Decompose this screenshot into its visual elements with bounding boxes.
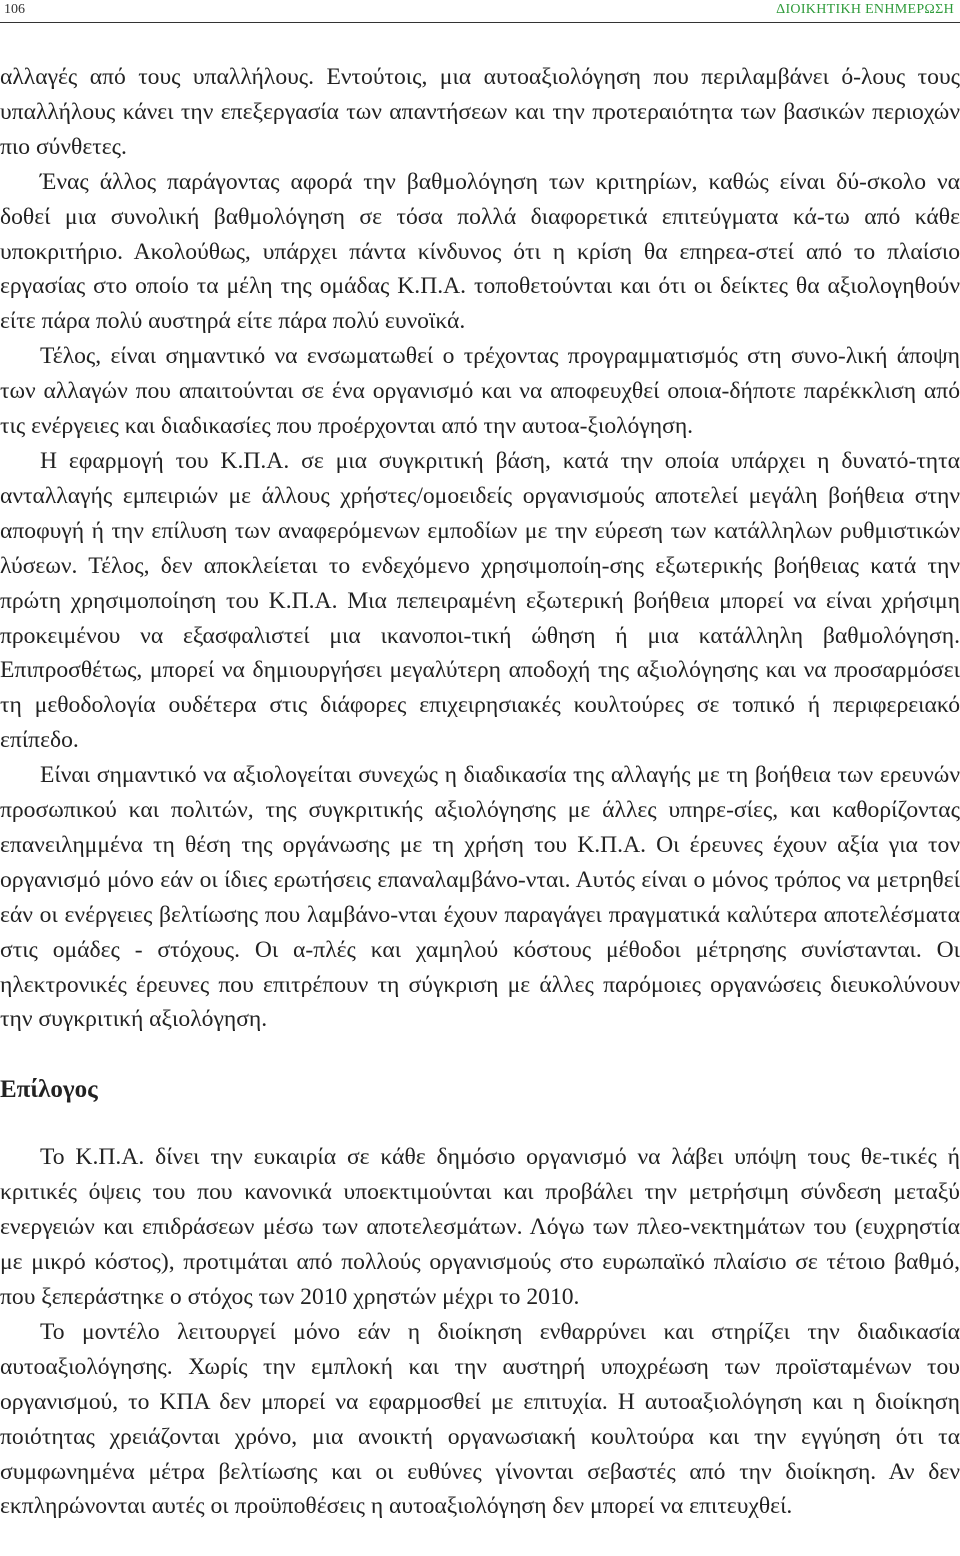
running-title: ΔΙΟΙΚΗΤΙΚΗ ΕΝΗΜΕΡΩΣΗ [776,2,954,17]
article-body [0,60,960,1524]
paragraph: Τέλος, είναι σημαντικό να ενσωματωθεί ο τρέχοντας προγραμματισμός στη συνο-λική άποψη των αλλαγών που απαιτούνται σε ένα οργανισμό και να αποφευχθεί οποια-δήποτε παρέκκλιση από τις ενέργειες και διαδικασίες που προέρχονται από την αυτοα-ξιολόγηση. [0,343,960,440]
header-rule [0,22,960,23]
paragraph: Το Κ.Π.Α. δίνει την ευκαιρία σε κάθε δημόσιο οργανισμό να λάβει υπόψη τους θε-τικές ή κριτικές όψεις του που κανονικά υποεκτιμούνται και προβάλει την μετρήσιμη σύνδεση μεταξύ ενεργειών και επιδράσεων μέσω των αποτελεσμάτων. Λόγω των πλεο-νεκτημάτων του (ευχρηστία με μικρό κόστος), προτιμάται από πολλούς οργανισμούς στο ευρωπαϊκό πλαίσιο σε τέτοιο βαθμό, που ξεπεράστηκε ο στόχος των 2010 χρηστών μέχρι το 2010. [0,1144,960,1310]
paragraph: Η εφαρμογή του Κ.Π.Α. σε μια συγκριτική βάση, κατά την οποία υπάρχει η δυνατό-τητα ανταλλαγής εμπειριών με άλλους χρήστες/ομοειδείς οργανισμούς αποτελεί μεγάλη βοήθεια στην αποφυγή ή την επίλυση των αναφερόμενων εμποδίων με την εύρεση των κατάλληλων ρυθμιστικών λύσεων. Τέλος, δεν αποκλείεται το ενδεχόμενο χρησιμοποίη-σης εξωτερικής βοήθειας κατά την πρώτη χρησιμοποίηση του Κ.Π.Α. Μια πεπειραμένη εξωτερική βοήθεια μπορεί να είναι χρήσιμη προκειμένου να εξασφαλιστεί μια ικανοποι-τική ώθηση ή μια κατάλληλη βαθμολόγηση. Επιπροσθέτως, μπορεί να δημιουργήσει μεγαλύτερη αποδοχή της αξιολόγησης και να προσαρμόσει τη μεθοδολογία ουδέτερα στις διάφορες επιχειρησιακές κουλτούρες σε τοπικό ή περιφερειακό επίπεδο. [0,447,960,754]
page-number: 106 [4,2,25,17]
page-header [0,0,960,28]
paragraph: Ένας άλλος παράγοντας αφορά την βαθμολόγηση των κριτηρίων, καθώς είναι δύ-σκολο να δοθεί μια συνολική βαθμολόγηση σε τόσα πολλά διαφορετικά επιτεύγματα κά-τω από κάθε υποκριτήριο. Ακολούθως, υπάρχει πάντα κίνδυνος ότι η κρίση θα επηρεα-στεί από το πλαίσιο εργασίας στο οποίο τα μέλη της ομάδας Κ.Π.Α. τοποθετούνται και ότι οι δείκτες θα αξιολογηθούν είτε πάρα πολύ αυστηρά είτε πάρα πολύ ευνοϊκά. [0,168,960,335]
section-heading-epilogue: Επίλογος [0,1076,98,1104]
paragraph: Είναι σημαντικό να αξιολογείται συνεχώς η διαδικασία της αλλαγής με τη βοήθεια των ερευνών προσωπικού και πολιτών, της συγκριτικής αξιολόγησης με άλλες υπηρε-σίες, και καθορίζοντας επανειλημμένα τη θέση της οργάνωσης με τη χρήση του Κ.Π.Α. Οι έρευνες έχουν αξία για τον οργανισμό μόνο εάν οι ίδιες ερωτήσεις επαναλαμβάνο-νται. Αυτός είναι ο μόνος τρόπος να μετρηθεί εάν οι ενέργειες βελτίωσης που λαμβάνο-νται έχουν παραγάγει πραγματικά καλύτερα αποτελέσματα στις ομάδες - στόχους. Οι α-πλές και χαμηλού κόστους μέθοδοι μέτρησης συνίστανται. Οι ηλεκτρονικές έρευνες που επιτρέπουν τη σύγκριση με άλλες παρόμοιες οργανώσεις διευκολύνουν την συγκριτική αξιολόγηση. [0,762,960,1033]
paragraph-continuation: αλλαγές από τους υπαλλήλους. Εντούτοις, μια αυτοαξιολόγηση που περιλαμβάνει ό-λους τους υπαλλήλους κάνει την επεξεργασία των απαντήσεων και την προτεραιότητα των βασικών περιοχών πιο σύνθετες. [0,64,960,160]
paragraph: Το μοντέλο λειτουργεί μόνο εάν η διοίκηση ενθαρρύνει και στηρίζει την διαδικασία αυτοαξιολόγησης. Χωρίς την εμπλοκή και την αυστηρή υποχρέωση των προϊσταμένων του οργανισμού, το ΚΠΑ δεν μπορεί να εφαρμοσθεί με επιτυχία. Η αυτοαξιολόγηση και η διοίκηση ποιότητας χρειάζονται χρόνο, μια ανοικτή οργανωσιακή κουλτούρα και την εγγύηση ότι τα συμφωνημένα μέτρα βελτίωσης και οι ευθύνες γίνονται σεβαστές από την διοίκηση. Αν δεν εκπληρώνονται αυτές οι προϋποθέσεις η αυτοαξιολόγηση δεν μπορεί να επιτευχθεί. [0,1318,960,1520]
